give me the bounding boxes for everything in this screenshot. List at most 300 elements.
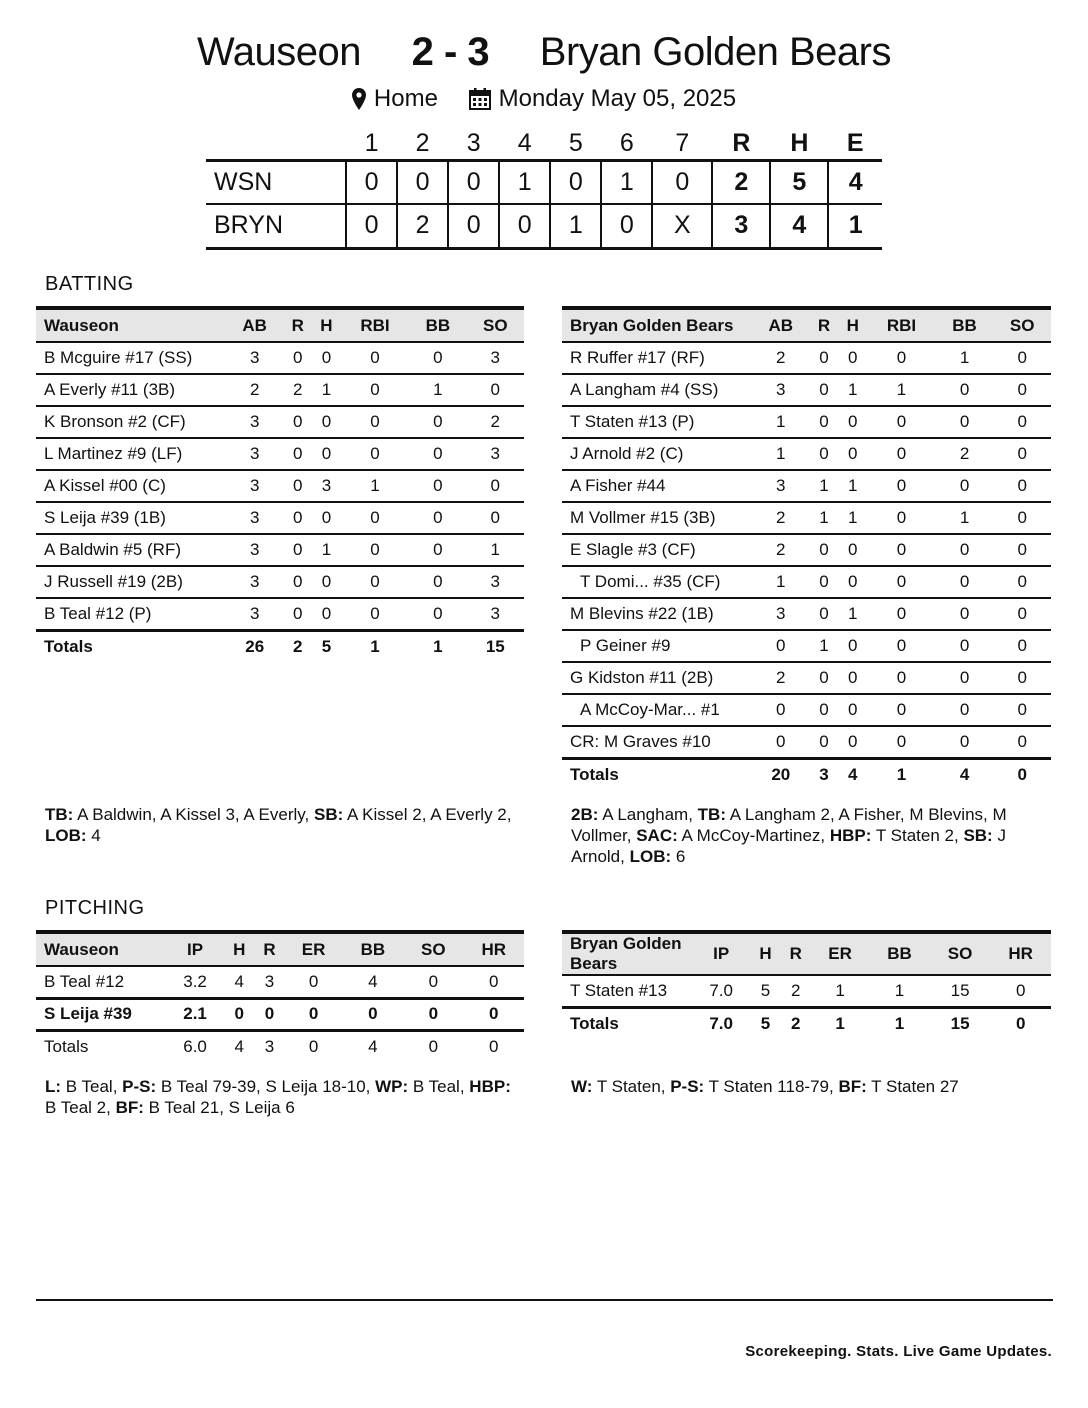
player-name: A Langham #4 (SS) bbox=[562, 374, 752, 406]
stat-cell: 0 bbox=[283, 470, 312, 502]
note-label: SB: bbox=[963, 826, 993, 845]
stat-cell: 3 bbox=[226, 342, 283, 374]
stat-cell: 0 bbox=[467, 374, 524, 406]
inning-header: 7 bbox=[675, 128, 690, 157]
stat-cell: 3 bbox=[226, 406, 283, 438]
player-name: L Martinez #9 (LF) bbox=[36, 438, 226, 470]
stat-cell: 0 bbox=[403, 998, 463, 1030]
stat-cell: 0 bbox=[752, 726, 810, 758]
stat-cell: 0 bbox=[283, 406, 312, 438]
stat-cell: 4 bbox=[343, 966, 403, 998]
stat-cell: 1 bbox=[838, 502, 867, 534]
player-name: T Staten #13 (P) bbox=[562, 406, 752, 438]
player-name: G Kidston #11 (2B) bbox=[562, 662, 752, 694]
stat-cell: 0 bbox=[867, 694, 936, 726]
stat-cell: 0 bbox=[867, 726, 936, 758]
total-cell: 1 bbox=[869, 1007, 930, 1039]
inning-score: 0 bbox=[652, 160, 712, 204]
total-cell: 6.0 bbox=[166, 1030, 224, 1062]
note-text: A Langham, bbox=[598, 805, 698, 824]
inning-score: 0 bbox=[499, 204, 550, 248]
game-date: Monday May 05, 2025 bbox=[498, 84, 737, 112]
note-label: LOB: bbox=[629, 847, 672, 866]
total-cell: 1 bbox=[867, 758, 936, 790]
totals-label: Totals bbox=[36, 1030, 166, 1062]
stat-cell: 3 bbox=[752, 598, 810, 630]
stats-header-row bbox=[36, 308, 524, 342]
pitching-notes-home bbox=[571, 1076, 1046, 1097]
stat-cell: 3 bbox=[467, 438, 524, 470]
player-name: CR: M Graves #10 bbox=[562, 726, 752, 758]
stat-cell: 1 bbox=[936, 502, 994, 534]
footer-tagline: Scorekeeping. Stats. Live Game Updates. bbox=[745, 1343, 1052, 1360]
total-cell: 15 bbox=[930, 1007, 991, 1039]
stat-cell: 0 bbox=[341, 374, 409, 406]
total-cell: 4 bbox=[936, 758, 994, 790]
date-info bbox=[469, 85, 736, 113]
stats-header-row bbox=[562, 932, 1051, 975]
stat-cell: 3 bbox=[752, 470, 810, 502]
player-row bbox=[562, 374, 1051, 406]
inning-score: 1 bbox=[499, 160, 550, 204]
stat-cell: 0 bbox=[464, 966, 524, 998]
stat-cell: 0 bbox=[838, 630, 867, 662]
stat-cell: 0 bbox=[810, 662, 839, 694]
stat-cell: 0 bbox=[810, 534, 839, 566]
stat-cell: 0 bbox=[341, 598, 409, 630]
errors-header: E bbox=[846, 128, 864, 157]
player-name: S Leija #39 (1B) bbox=[36, 502, 226, 534]
stat-cell: 1 bbox=[409, 374, 466, 406]
note-label: WP: bbox=[375, 1077, 409, 1096]
stats-header-row bbox=[36, 932, 524, 966]
totals-label: Totals bbox=[562, 1007, 692, 1039]
stat-cell: 0 bbox=[312, 566, 341, 598]
player-row bbox=[36, 998, 524, 1030]
matchup-title bbox=[0, 28, 1088, 75]
stats-header-row bbox=[562, 308, 1051, 342]
total-cell: 5 bbox=[750, 1007, 780, 1039]
stat-cell: 0 bbox=[838, 342, 867, 374]
stat-cell: 0 bbox=[343, 998, 403, 1030]
total-cell: 26 bbox=[226, 630, 283, 662]
game-header bbox=[0, 28, 1088, 117]
player-row bbox=[36, 342, 524, 374]
stat-cell: 2 bbox=[752, 662, 810, 694]
column-header: H bbox=[838, 308, 867, 342]
note-label: BF: bbox=[115, 1098, 144, 1117]
player-name: B Mcguire #17 (SS) bbox=[36, 342, 226, 374]
stat-cell: 0 bbox=[867, 630, 936, 662]
inning-score: 0 bbox=[448, 204, 499, 248]
runs-total: 3 bbox=[712, 204, 770, 248]
stat-cell: 0 bbox=[867, 406, 936, 438]
player-row bbox=[562, 566, 1051, 598]
totals-row bbox=[36, 1030, 524, 1062]
column-header: R bbox=[283, 308, 312, 342]
pitching-notes-away bbox=[45, 1076, 525, 1118]
stat-cell: 0 bbox=[224, 998, 254, 1030]
stat-cell: 2 bbox=[752, 342, 810, 374]
player-row bbox=[562, 342, 1051, 374]
linescore-row-home bbox=[206, 204, 882, 248]
inning-score: 0 bbox=[397, 160, 448, 204]
linescore-header-row bbox=[206, 128, 882, 160]
stat-cell: 0 bbox=[993, 374, 1051, 406]
stat-cell: 0 bbox=[867, 534, 936, 566]
stat-cell: 0 bbox=[867, 566, 936, 598]
errors-total: 1 bbox=[828, 204, 882, 248]
note-text: B Teal, bbox=[408, 1077, 470, 1096]
column-header: BB bbox=[343, 932, 403, 966]
stat-cell: 3 bbox=[226, 470, 283, 502]
stat-cell: 0 bbox=[838, 566, 867, 598]
player-row bbox=[562, 502, 1051, 534]
stat-cell: 0 bbox=[810, 406, 839, 438]
totals-label: Totals bbox=[36, 630, 226, 662]
stat-cell: 0 bbox=[312, 438, 341, 470]
runs-total: 2 bbox=[712, 160, 770, 204]
stat-cell: 0 bbox=[838, 694, 867, 726]
stat-cell: 0 bbox=[936, 726, 994, 758]
team-header: Bryan Golden Bears bbox=[562, 308, 752, 342]
note-label: SAC: bbox=[636, 826, 678, 845]
player-row bbox=[36, 534, 524, 566]
stat-cell: 0 bbox=[283, 534, 312, 566]
stat-cell: 3 bbox=[467, 598, 524, 630]
note-text: B Teal 79-39, S Leija 18-10, bbox=[156, 1077, 376, 1096]
player-row bbox=[562, 975, 1051, 1007]
stat-cell: 0 bbox=[810, 374, 839, 406]
stat-cell: 2 bbox=[283, 374, 312, 406]
column-header: IP bbox=[692, 932, 750, 975]
player-name: P Geiner #9 bbox=[562, 630, 752, 662]
stat-cell: 0 bbox=[936, 534, 994, 566]
stat-cell: 1 bbox=[936, 342, 994, 374]
stat-cell: 2 bbox=[781, 975, 811, 1007]
stat-cell: 0 bbox=[936, 566, 994, 598]
player-name: R Ruffer #17 (RF) bbox=[562, 342, 752, 374]
stat-cell: 0 bbox=[341, 566, 409, 598]
stat-cell: 0 bbox=[283, 566, 312, 598]
stat-cell: 0 bbox=[936, 470, 994, 502]
note-label: SB: bbox=[313, 805, 344, 824]
stat-cell: 2 bbox=[936, 438, 994, 470]
column-header: HR bbox=[464, 932, 524, 966]
stat-cell: 0 bbox=[838, 662, 867, 694]
column-header: IP bbox=[166, 932, 224, 966]
totals-row bbox=[562, 1007, 1051, 1039]
inning-score: 0 bbox=[601, 204, 652, 248]
note-text: J Arnold, bbox=[571, 826, 1006, 866]
note-text: T Staten 118-79, bbox=[704, 1077, 839, 1096]
stat-cell: 0 bbox=[993, 598, 1051, 630]
player-row bbox=[562, 630, 1051, 662]
stat-cell: 3 bbox=[226, 566, 283, 598]
stat-cell: 0 bbox=[752, 630, 810, 662]
column-header: SO bbox=[403, 932, 463, 966]
hits-total: 4 bbox=[770, 204, 828, 248]
stat-cell: 4 bbox=[224, 966, 254, 998]
stat-cell: 0 bbox=[409, 470, 466, 502]
hits-header: H bbox=[790, 128, 809, 157]
totals-row bbox=[562, 758, 1051, 790]
player-row bbox=[562, 726, 1051, 758]
stat-cell: 0 bbox=[312, 598, 341, 630]
stat-cell: 1 bbox=[838, 374, 867, 406]
hits-total: 5 bbox=[770, 160, 828, 204]
linescore-row-away bbox=[206, 160, 882, 204]
stat-cell: 1 bbox=[867, 374, 936, 406]
stat-cell: 3 bbox=[312, 470, 341, 502]
stat-cell: 1 bbox=[810, 470, 839, 502]
note-text: B Teal 21, S Leija 6 bbox=[143, 1098, 295, 1117]
total-cell: 4 bbox=[343, 1030, 403, 1062]
note-label: P-S: bbox=[122, 1077, 157, 1096]
away-team-name: Wauseon bbox=[197, 29, 361, 74]
column-header: H bbox=[750, 932, 780, 975]
player-row bbox=[36, 406, 524, 438]
stat-cell: 3 bbox=[226, 598, 283, 630]
linescore-team: BRYN bbox=[206, 204, 346, 248]
stat-cell: 0 bbox=[341, 438, 409, 470]
stat-cell: 0 bbox=[993, 534, 1051, 566]
column-header: ER bbox=[285, 932, 343, 966]
note-label: P-S: bbox=[670, 1077, 705, 1096]
stat-cell: 2 bbox=[467, 406, 524, 438]
stat-cell: 0 bbox=[936, 598, 994, 630]
total-cell: 2 bbox=[283, 630, 312, 662]
inning-header: 1 bbox=[364, 128, 379, 157]
stat-cell: 0 bbox=[936, 662, 994, 694]
player-row bbox=[36, 374, 524, 406]
stat-cell: 0 bbox=[838, 406, 867, 438]
stat-cell: 0 bbox=[993, 662, 1051, 694]
footer-divider bbox=[36, 1299, 1053, 1301]
note-label: W: bbox=[571, 1077, 593, 1096]
player-name: M Vollmer #15 (3B) bbox=[562, 502, 752, 534]
inning-score: 0 bbox=[550, 160, 601, 204]
stat-cell: 0 bbox=[993, 470, 1051, 502]
total-cell: 0 bbox=[403, 1030, 463, 1062]
linescore-table bbox=[206, 128, 882, 250]
note-text: T Staten 2, bbox=[871, 826, 964, 845]
stat-cell: 0 bbox=[936, 374, 994, 406]
stat-cell: 2 bbox=[226, 374, 283, 406]
stat-cell: 0 bbox=[867, 598, 936, 630]
note-text: T Staten 27 bbox=[866, 1077, 959, 1096]
inning-score: X bbox=[652, 204, 712, 248]
inning-score: 0 bbox=[448, 160, 499, 204]
stat-cell: 15 bbox=[930, 975, 991, 1007]
stat-cell: 3 bbox=[467, 342, 524, 374]
linescore-team: WSN bbox=[206, 160, 346, 204]
player-row bbox=[36, 966, 524, 998]
stat-cell: 0 bbox=[810, 342, 839, 374]
stat-cell: 3 bbox=[467, 566, 524, 598]
note-text: B Teal, bbox=[61, 1077, 123, 1096]
player-name: K Bronson #2 (CF) bbox=[36, 406, 226, 438]
column-header: RBI bbox=[867, 308, 936, 342]
inning-header: 4 bbox=[517, 128, 532, 157]
stat-cell: 1 bbox=[838, 470, 867, 502]
total-cell: 3 bbox=[254, 1030, 284, 1062]
stat-cell: 0 bbox=[312, 342, 341, 374]
totals-label: Totals bbox=[562, 758, 752, 790]
stat-cell: 3 bbox=[226, 502, 283, 534]
stat-cell: 0 bbox=[285, 966, 343, 998]
player-row bbox=[36, 598, 524, 630]
column-header: H bbox=[224, 932, 254, 966]
game-info bbox=[0, 85, 1088, 117]
player-name: S Leija #39 bbox=[36, 998, 166, 1030]
column-header: SO bbox=[467, 308, 524, 342]
stat-cell: 1 bbox=[341, 470, 409, 502]
batting-table-away bbox=[36, 306, 524, 662]
stat-cell: 1 bbox=[467, 534, 524, 566]
inning-header: 3 bbox=[466, 128, 481, 157]
note-label: TB: bbox=[697, 805, 726, 824]
stat-cell: 1 bbox=[312, 374, 341, 406]
column-header: R bbox=[781, 932, 811, 975]
stat-cell: 0 bbox=[993, 438, 1051, 470]
total-cell: 1 bbox=[341, 630, 409, 662]
total-cell: 0 bbox=[990, 1007, 1051, 1039]
home-team-name: Bryan Golden Bears bbox=[539, 29, 891, 74]
stat-cell: 0 bbox=[993, 406, 1051, 438]
stat-cell: 0 bbox=[409, 598, 466, 630]
total-cell: 4 bbox=[838, 758, 867, 790]
stat-cell: 0 bbox=[867, 342, 936, 374]
batting-table-home bbox=[562, 306, 1051, 790]
player-name: T Domi... #35 (CF) bbox=[562, 566, 752, 598]
player-name: J Arnold #2 (C) bbox=[562, 438, 752, 470]
stat-cell: 0 bbox=[283, 502, 312, 534]
batting-notes-away bbox=[45, 804, 515, 846]
stat-cell: 0 bbox=[467, 502, 524, 534]
player-name: J Russell #19 (2B) bbox=[36, 566, 226, 598]
errors-total: 4 bbox=[828, 160, 882, 204]
stat-cell: 0 bbox=[409, 342, 466, 374]
totals-row bbox=[36, 630, 524, 662]
column-header: SO bbox=[993, 308, 1051, 342]
total-cell: 2 bbox=[781, 1007, 811, 1039]
column-header: RBI bbox=[341, 308, 409, 342]
column-header: AB bbox=[226, 308, 283, 342]
total-cell: 1 bbox=[811, 1007, 869, 1039]
note-label: L: bbox=[45, 1077, 62, 1096]
player-row bbox=[36, 566, 524, 598]
stat-cell: 0 bbox=[409, 406, 466, 438]
stat-cell: 5 bbox=[750, 975, 780, 1007]
stat-cell: 0 bbox=[283, 438, 312, 470]
stat-cell: 1 bbox=[810, 502, 839, 534]
column-header: HR bbox=[990, 932, 1051, 975]
stat-cell: 0 bbox=[285, 998, 343, 1030]
stat-cell: 1 bbox=[312, 534, 341, 566]
stat-cell: 0 bbox=[283, 342, 312, 374]
pitching-table-home bbox=[562, 930, 1051, 1039]
player-row bbox=[562, 662, 1051, 694]
note-text: A Langham 2, A Fisher, M Blevins, M Vollmer, bbox=[571, 805, 1007, 845]
stat-cell: 3.2 bbox=[166, 966, 224, 998]
note-label: TB: bbox=[45, 805, 74, 824]
player-name: A Everly #11 (3B) bbox=[36, 374, 226, 406]
stat-cell: 0 bbox=[312, 406, 341, 438]
column-header: SO bbox=[930, 932, 991, 975]
batting-notes-home bbox=[571, 804, 1046, 867]
player-name: A McCoy-Mar... #1 bbox=[562, 694, 752, 726]
stat-cell: 1 bbox=[752, 406, 810, 438]
stat-cell: 1 bbox=[752, 566, 810, 598]
inning-header: 2 bbox=[415, 128, 430, 157]
player-row bbox=[562, 598, 1051, 630]
stat-cell: 7.0 bbox=[692, 975, 750, 1007]
stat-cell: 0 bbox=[838, 726, 867, 758]
column-header: R bbox=[810, 308, 839, 342]
stat-cell: 0 bbox=[409, 534, 466, 566]
column-header: BB bbox=[869, 932, 930, 975]
total-cell: 0 bbox=[993, 758, 1051, 790]
stat-cell: 0 bbox=[810, 726, 839, 758]
stat-cell: 0 bbox=[993, 342, 1051, 374]
column-header: R bbox=[254, 932, 284, 966]
stat-cell: 3 bbox=[254, 966, 284, 998]
stat-cell: 0 bbox=[403, 966, 463, 998]
team-header: Bryan Golden Bears bbox=[562, 932, 692, 975]
stat-cell: 0 bbox=[993, 502, 1051, 534]
stat-cell: 0 bbox=[409, 502, 466, 534]
stat-cell: 0 bbox=[254, 998, 284, 1030]
linescore-team-header bbox=[206, 128, 346, 160]
stat-cell: 0 bbox=[990, 975, 1051, 1007]
player-row bbox=[36, 502, 524, 534]
total-cell: 0 bbox=[285, 1030, 343, 1062]
stat-cell: 0 bbox=[867, 662, 936, 694]
stat-cell: 0 bbox=[467, 470, 524, 502]
total-cell: 20 bbox=[752, 758, 810, 790]
stat-cell: 0 bbox=[936, 630, 994, 662]
note-label: BF: bbox=[838, 1077, 867, 1096]
stat-cell: 0 bbox=[341, 342, 409, 374]
player-row bbox=[562, 470, 1051, 502]
inning-score: 1 bbox=[550, 204, 601, 248]
note-label: HBP: bbox=[829, 826, 872, 845]
note-text: 6 bbox=[671, 847, 686, 866]
inning-score: 1 bbox=[601, 160, 652, 204]
location-info bbox=[352, 85, 438, 113]
stat-cell: 3 bbox=[226, 534, 283, 566]
stat-cell: 1 bbox=[869, 975, 930, 1007]
player-name: M Blevins #22 (1B) bbox=[562, 598, 752, 630]
stat-cell: 3 bbox=[752, 374, 810, 406]
stat-cell: 0 bbox=[752, 694, 810, 726]
stat-cell: 0 bbox=[993, 566, 1051, 598]
stat-cell: 0 bbox=[312, 502, 341, 534]
batting-section-title: BATTING bbox=[45, 273, 134, 295]
inning-score: 0 bbox=[346, 204, 397, 248]
stat-cell: 0 bbox=[838, 534, 867, 566]
calendar-icon bbox=[469, 88, 491, 110]
column-header: BB bbox=[409, 308, 466, 342]
total-cell: 0 bbox=[464, 1030, 524, 1062]
player-row bbox=[562, 534, 1051, 566]
stat-cell: 0 bbox=[409, 566, 466, 598]
inning-score: 0 bbox=[346, 160, 397, 204]
total-cell: 7.0 bbox=[692, 1007, 750, 1039]
column-header: ER bbox=[811, 932, 869, 975]
map-pin-icon bbox=[352, 88, 366, 110]
